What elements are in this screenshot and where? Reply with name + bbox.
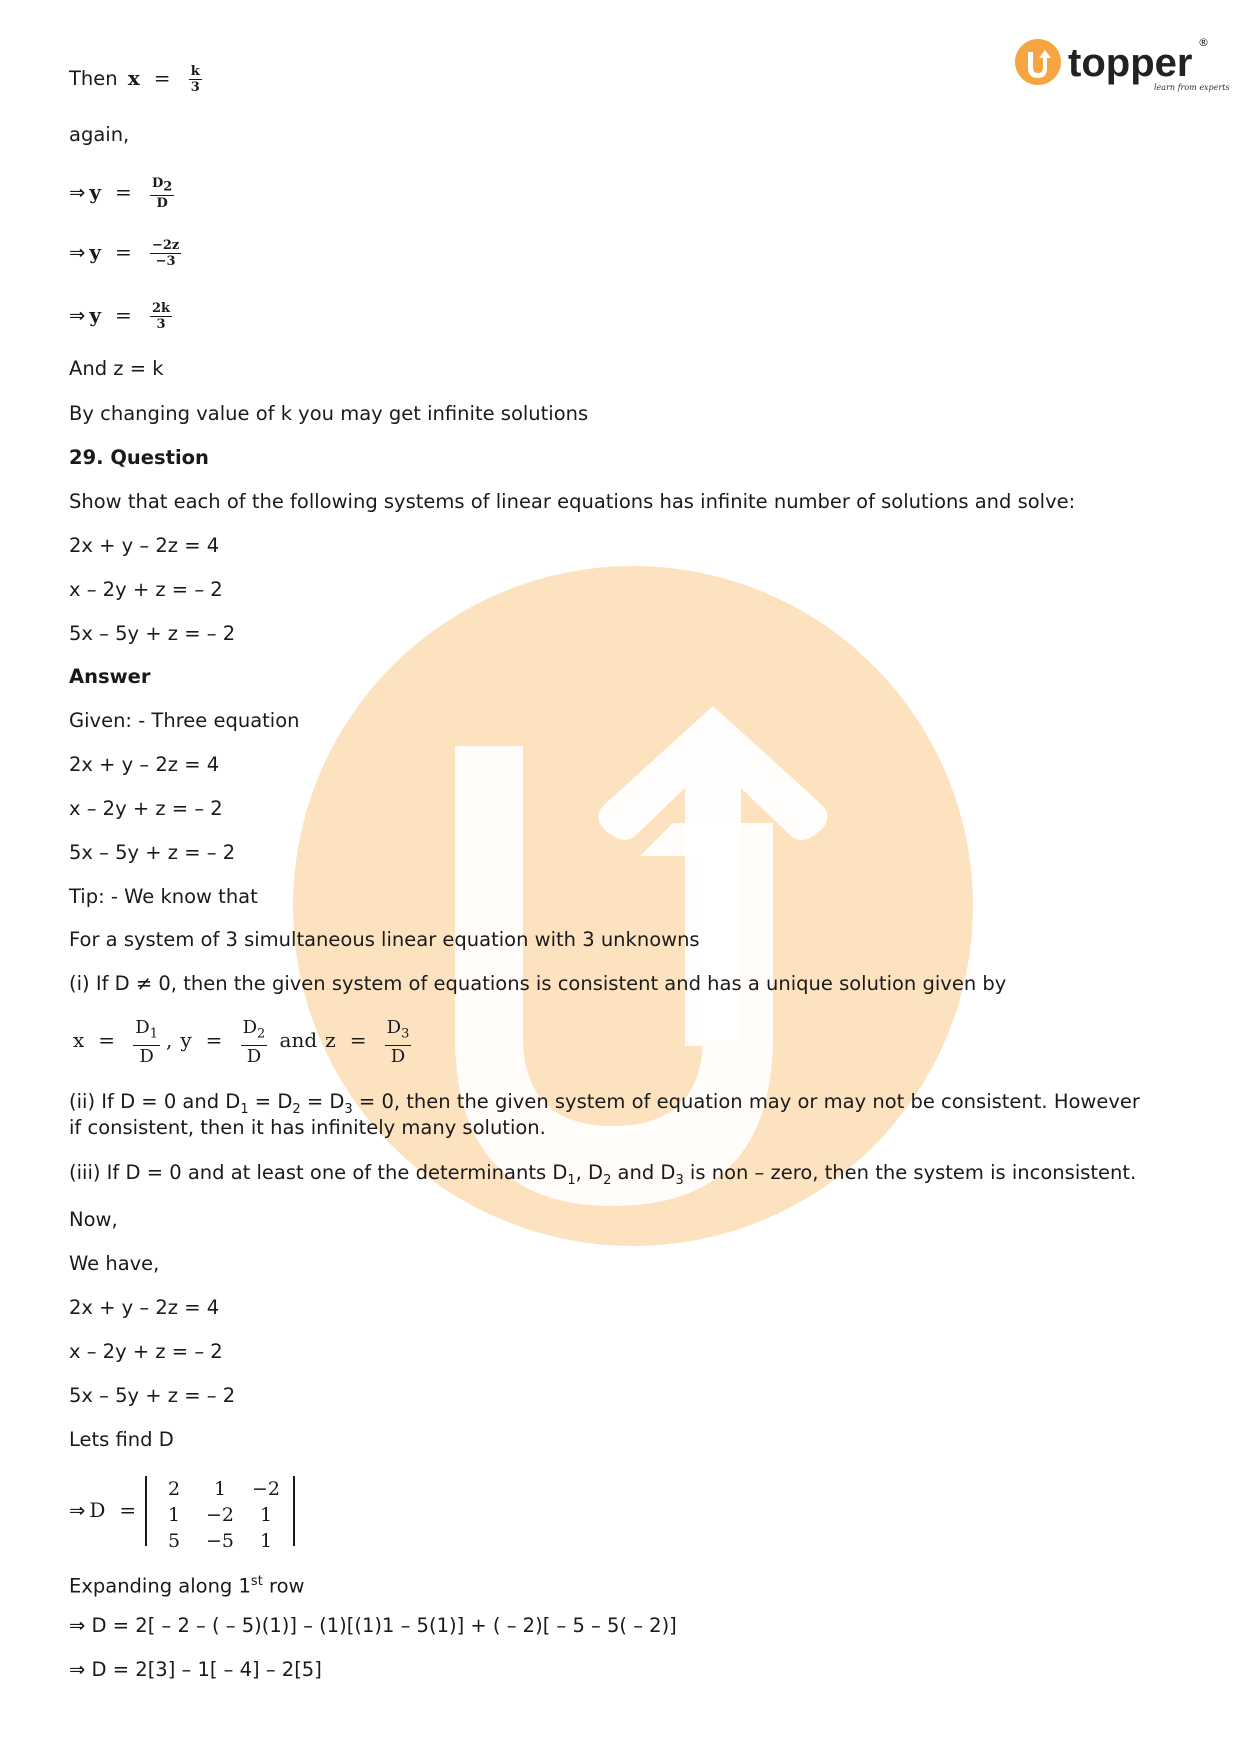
again-line: again,	[69, 123, 130, 146]
matrix-cell: −2	[251, 1478, 280, 1500]
comma: ,	[165, 1028, 173, 1053]
system-equation-2: x – 2y + z = – 2	[69, 1340, 223, 1363]
system-equation-3: 5x – 5y + z = – 2	[69, 1384, 236, 1407]
var-y: y	[180, 1028, 192, 1053]
matrix-cell: 1	[259, 1504, 273, 1526]
matrix-cell: 1	[259, 1530, 273, 1552]
matrix-cell: 1	[213, 1478, 227, 1500]
watermark-logo	[293, 566, 973, 1246]
question-title: 29. Question	[69, 446, 209, 469]
question-text: Show that each of the following systems of linear equations has infinite number of solutions and solve:	[69, 490, 1076, 513]
fraction-k-3: $\frac{k}{3}$	[190, 64, 200, 95]
given-equation-3: 5x – 5y + z = – 2	[69, 841, 236, 864]
fraction-d1-d: $\frac{D_1}{D}$	[135, 1017, 158, 1067]
rule-2-line-2: if consistent, then it has infinitely many solution.	[69, 1116, 546, 1139]
answer-heading: Answer	[69, 665, 151, 688]
fraction-d2-d: $\frac{D_2}{D}$	[151, 176, 173, 211]
fraction-2z-3: $\frac{-2z}{-3}$	[151, 238, 180, 269]
given-line: Given: - Three equation	[69, 709, 300, 732]
rule-3: (iii) If D = 0 and at least one of the determinants $D_1$, $D_2$ and $D_3$ is non – zero, then the system is inconsistent.	[69, 1161, 1137, 1188]
var-y: y	[89, 240, 101, 264]
y-eq-2z-line	[69, 238, 183, 269]
equals-sign: =	[153, 66, 171, 90]
we-have-line: We have,	[69, 1252, 160, 1275]
determinant-matrix	[145, 1476, 295, 1552]
equals-sign: =	[114, 240, 132, 264]
implies-arrow: ⇒	[69, 241, 86, 264]
topper-logo	[1014, 34, 1230, 94]
equals-sign: =	[114, 303, 132, 327]
matrix-cell: 1	[167, 1504, 181, 1526]
equals-sign: =	[114, 179, 132, 204]
implies-arrow: ⇒	[69, 1499, 86, 1522]
logo-tagline: learn from experts	[1154, 83, 1230, 92]
var-z: z	[325, 1028, 336, 1053]
matrix-row	[151, 1476, 289, 1502]
matrix-cell: −5	[205, 1530, 234, 1552]
expanding-line: Expanding along 1st row	[69, 1574, 305, 1598]
equals-sign: =	[98, 1028, 116, 1053]
equals-sign: =	[349, 1028, 367, 1053]
matrix-cell: 5	[167, 1530, 181, 1552]
var-y: y	[89, 179, 101, 204]
fraction-2k-3: $\frac{2k}{3}$	[151, 301, 170, 332]
system-equation-1: 2x + y – 2z = 4	[69, 1296, 220, 1319]
then-line	[69, 64, 204, 95]
logo-wordmark: topper	[1068, 41, 1193, 85]
equation-2: x – 2y + z = – 2	[69, 578, 223, 601]
equals-sign: =	[119, 1498, 137, 1522]
cramer-formula	[69, 1017, 413, 1067]
matrix-row	[151, 1502, 289, 1528]
z-eq-k-line: And z = k	[69, 357, 164, 380]
equals-sign: =	[205, 1028, 223, 1053]
given-equation-1: 2x + y – 2z = 4	[69, 753, 220, 776]
matrix-cell: −2	[205, 1504, 234, 1526]
calculation-2: ⇒ D = 2[3] – 1[ – 4] – 2[5]	[69, 1658, 322, 1681]
tip-line: Tip: - We know that	[69, 885, 258, 908]
var-y: y	[89, 303, 101, 327]
for-system-line: For a system of 3 simultaneous linear equation with 3 unknowns	[69, 928, 700, 951]
y-eq-2k-line	[69, 301, 174, 332]
given-equation-2: x – 2y + z = – 2	[69, 797, 223, 820]
and-word: and	[279, 1028, 318, 1053]
implies-arrow: ⇒	[69, 304, 86, 327]
matrix-cell: 2	[167, 1478, 181, 1500]
rule-1: (i) If D ≠ 0, then the given system of equations is consistent and has a unique solution given by	[69, 972, 1007, 995]
calculation-1: ⇒ D = 2[ – 2 – ( – 5)(1)] – (1)[(1)1 – 5(1)] + ( – 2)[ – 5 – 5( – 2)]	[69, 1614, 677, 1637]
var-d: D	[89, 1498, 106, 1522]
equation-3: 5x – 5y + z = – 2	[69, 622, 236, 645]
matrix-row	[151, 1528, 289, 1554]
infinite-solutions-line: By changing value of k you may get infinite solutions	[69, 402, 589, 425]
fraction-d3-d: $\frac{D_3}{D}$	[386, 1017, 410, 1067]
then-label: Then	[69, 67, 118, 90]
var-x: x	[127, 66, 140, 90]
y-eq-d2-line	[69, 176, 176, 211]
find-d-line: Lets find D	[69, 1428, 174, 1451]
var-x: x	[73, 1028, 85, 1053]
fraction-d2-d: $\frac{D_2}{D}$	[242, 1017, 266, 1067]
det-lhs	[69, 1498, 146, 1523]
equation-1: 2x + y – 2z = 4	[69, 534, 220, 557]
rule-2-line-1: (ii) If D = 0 and $D_1 = D_2 = D_3 = 0$, then the given system of equation may or may not be consistent. However	[69, 1090, 1140, 1117]
registered-mark: ®	[1198, 36, 1209, 49]
implies-arrow: ⇒	[69, 180, 86, 204]
now-line: Now,	[69, 1208, 118, 1231]
